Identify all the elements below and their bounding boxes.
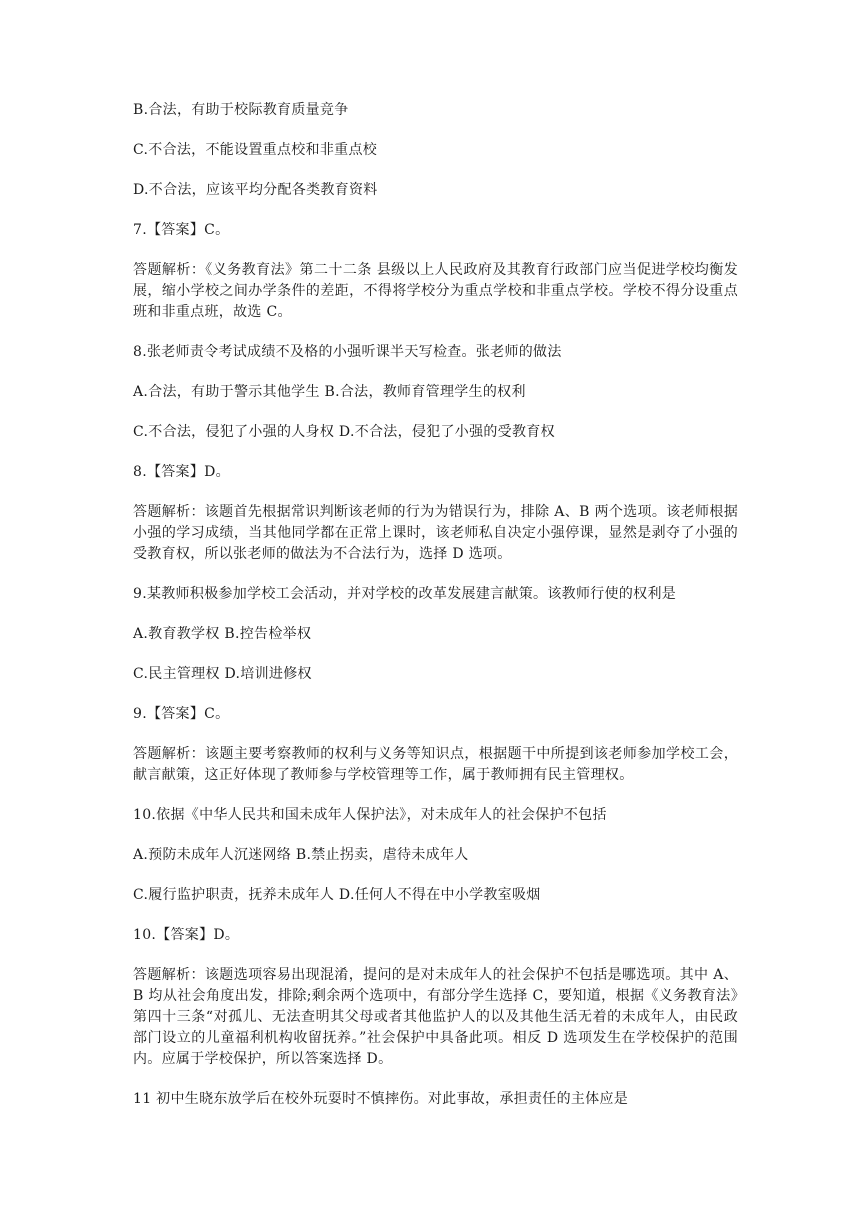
explanation-q9: 答题解析：该题主要考察教师的权利与义务等知识点，根据题干中所提到该老师参加学校工会，献言献策，这正好体现了教师参与学校管理等工作，属于教师拥有民主管理权。 xyxy=(133,746,738,783)
explanation-q8: 答题解析：该题首先根据常识判断该老师的行为为错误行为，排除 A、B 两个选项。该老师根据小强的学习成绩，当其他同学都在正常上课时，该老师私自决定小强停课，显然是剥夺了小强的受教育权，所以张老师的做法为不合法行为，选择 D 选项。 xyxy=(133,504,738,562)
options-cd-q10: C.履行监护职责，抚养未成年人 D.任何人不得在中小学教室吸烟 xyxy=(133,887,541,903)
answer-q10: 10.【答案】D。 xyxy=(133,927,240,943)
answer-q8: 8.【答案】D。 xyxy=(133,464,230,480)
option-c-q6: C.不合法，不能设置重点校和非重点校 xyxy=(133,142,378,158)
answer-q7: 7.【答案】C。 xyxy=(133,222,230,238)
options-cd-q9: C.民主管理权 D.培训进修权 xyxy=(133,666,312,682)
document-page xyxy=(133,100,738,1129)
options-cd-q8: C.不合法，侵犯了小强的人身权 D.不合法，侵犯了小强的受教育权 xyxy=(133,424,555,440)
options-ab-q9: A.教育教学权 B.控告检举权 xyxy=(133,626,312,642)
explanation-q10: 答题解析：该题选项容易出现混淆，提问的是对未成年人的社会保护不包括是哪选项。其中 A、B 均从社会角度出发，排除;剩余两个选项中，有部分学生选择 C，要知道，根据《义务教育法》第四十三条“对孤儿、无法查明其父母或者其他监护人的以及其他生活无着的未成年人，由民政部门设立的儿童福利机构收留抚养。”社会保护中具备此项。相反 D 选项发生在学校保护的范围内。应属于学校保护，所以答案选择 D。 xyxy=(133,967,738,1067)
options-ab-q8: A.合法，有助于警示其他学生 B.合法，教师育管理学生的权利 xyxy=(133,384,526,400)
options-ab-q10: A.预防未成年人沉迷网络 B.禁止拐卖，虐待未成年人 xyxy=(133,847,469,863)
answer-q9: 9.【答案】C。 xyxy=(133,706,230,722)
question-8: 8.张老师责令考试成绩不及格的小强听课半天写检查。张老师的做法 xyxy=(133,344,562,360)
question-11: 11 初中生晓东放学后在校外玩耍时不慎摔伤。对此事故，承担责任的主体应是 xyxy=(133,1091,629,1107)
question-10: 10.依据《中华人民共和国未成年人保护法》，对未成年人的社会保护不包括 xyxy=(133,807,607,823)
option-b-q6: B.合法，有助于校际教育质量竞争 xyxy=(133,102,349,118)
explanation-q7: 答题解析：《义务教育法》第二十二条 县级以上人民政府及其教育行政部门应当促进学校均衡发展，缩小学校之间办学条件的差距，不得将学校分为重点学校和非重点学校。学校不得分设重点班和非重点班，故选 C。 xyxy=(133,262,738,320)
option-d-q6: D.不合法，应该平均分配各类教育资料 xyxy=(133,182,378,198)
question-9: 9.某教师积极参加学校工会活动，并对学校的改革发展建言献策。该教师行使的权利是 xyxy=(133,586,677,602)
